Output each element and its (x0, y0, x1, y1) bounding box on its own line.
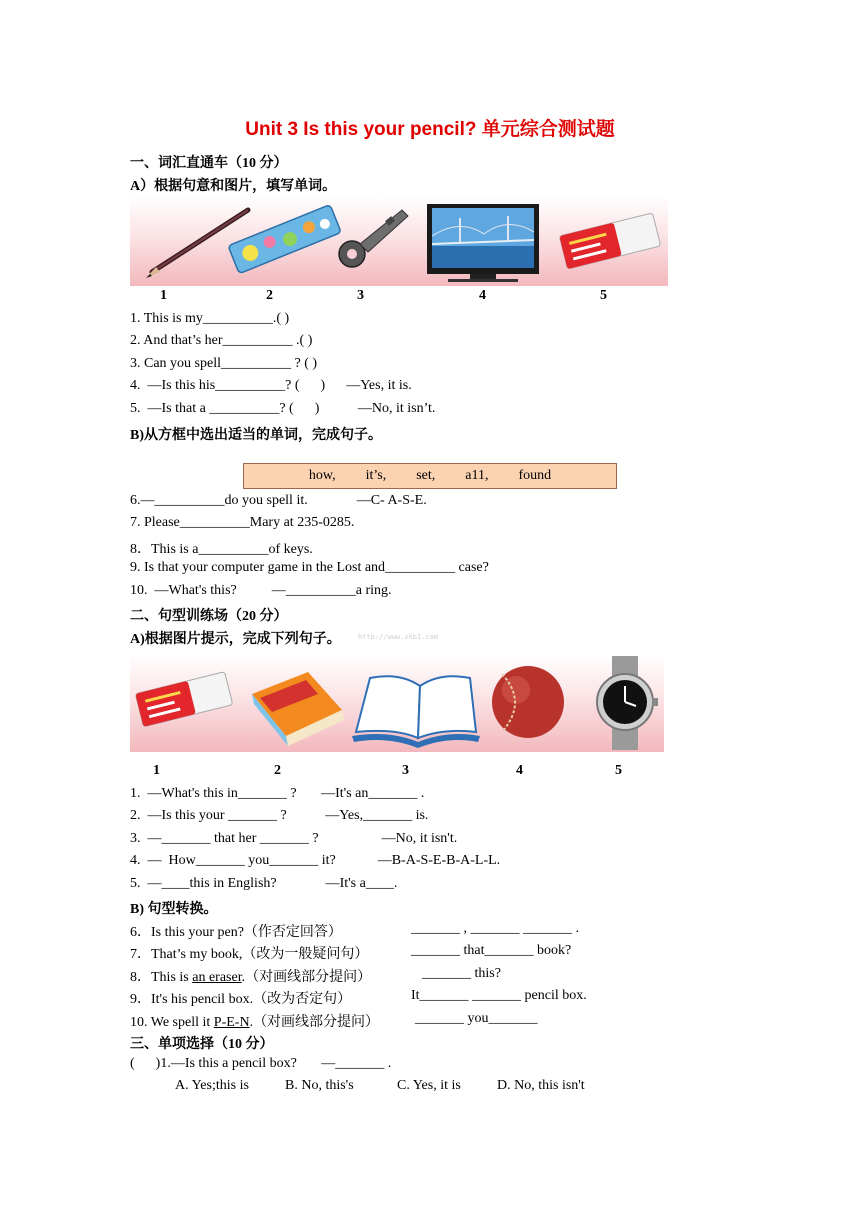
question: 1. —What's this in_______ ? —It's an_______ . (130, 786, 425, 801)
question: 2. And that’s her__________ .( ) (130, 333, 313, 348)
section2-heading: 二、句型训练场（20 分） (130, 609, 288, 624)
answer-blank: It_______ _______ pencil box. (411, 988, 587, 1003)
section2-partA: A)根据图片提示，完成下列句子。 (130, 632, 341, 647)
book-picture (352, 676, 480, 748)
question: 2. —Is this your _______ ? —Yes,_______ is. (130, 808, 429, 823)
option-d: D. No, this isn't (497, 1078, 585, 1093)
question-instruction: .（对画线部分提问） (241, 970, 372, 985)
question: 3. —_______ that her _______ ? —No, it isn't. (130, 831, 458, 846)
question-prefix (130, 966, 371, 986)
answer-blank: _______ that_______ book? (411, 943, 572, 958)
question: 4. — How_______ you_______ it? —B-A-S-E-B-A-L-L. (130, 853, 501, 868)
section3-heading: 三、单项选择（10 分） (130, 1037, 274, 1052)
pencil-box-picture (228, 205, 341, 274)
question-prefix (130, 1011, 379, 1031)
word-box: how, it’s, set, a11, found (243, 463, 617, 489)
question: 10. —What's this? —__________a ring. (130, 583, 392, 598)
question-prefix: 7．That’s my book,（改为一般疑问句） (130, 947, 369, 962)
watermark-text: http://www.xkb1.com (358, 633, 439, 641)
answer-blank: _______ this? (422, 966, 501, 981)
picture-number: 2 (274, 763, 281, 778)
image-strip-1 (130, 196, 668, 286)
page-title: Unit 3 Is this your pencil? 单元综合测试题 (245, 119, 615, 140)
question: 5. —Is that a __________? ( ) —No, it isn’t. (130, 401, 436, 416)
question-instruction: .（对画线部分提问） (249, 1015, 380, 1030)
dictionary-picture (252, 672, 344, 746)
section1-partB: B)从方框中选出适当的单词，完成句子。 (130, 428, 382, 443)
option-a: A. Yes;this is (175, 1078, 249, 1093)
picture-number: 2 (266, 288, 273, 303)
answer-blank: _______ you_______ (415, 1011, 538, 1026)
question: 1. This is my__________.( ) (130, 311, 290, 326)
picture-number: 3 (402, 763, 409, 778)
picture-number: 1 (160, 288, 167, 303)
question: 5. —____this in English? —It's a____. (130, 876, 398, 891)
ball-picture (492, 666, 564, 738)
underlined-phrase: P-E-N (213, 1015, 250, 1030)
tv-picture (427, 204, 539, 282)
question-text: 8．This is (130, 970, 193, 985)
section1-heading: 一、词汇直通车（10 分） (130, 156, 288, 171)
question: 3. Can you spell__________ ? ( ) (130, 356, 318, 371)
picture-number: 4 (479, 288, 486, 303)
vocab-pictures (130, 196, 668, 286)
picture-number: 3 (357, 288, 364, 303)
picture-number: 1 (153, 763, 160, 778)
sentence-pictures (130, 654, 664, 752)
question: 7. Please__________Mary at 235-0285. (130, 515, 355, 530)
picture-number: 5 (600, 288, 607, 303)
image-strip-2 (130, 654, 664, 752)
picture-number: 4 (516, 763, 523, 778)
watch-picture (597, 656, 658, 750)
question: 9. Is that your computer game in the Lost and__________ case? (130, 560, 489, 575)
section2-partB: B) 句型转换。 (130, 902, 218, 917)
option-b: B. No, this's (285, 1078, 354, 1093)
question-prefix: 9．It's his pencil box.（改为否定句） (130, 992, 352, 1007)
question-prefix: 6．Is this your pen?（作否定回答） (130, 925, 342, 940)
question: 6.—__________do you spell it. —C- A-S-E. (130, 493, 427, 508)
section1-partA: A）根据句意和图片，填写单词。 (130, 179, 337, 194)
answer-blank: _______ , _______ _______ . (411, 921, 579, 936)
option-c: C. Yes, it is (397, 1078, 461, 1093)
eraser-picture (135, 672, 232, 727)
question: 8．This is a__________of keys. (130, 542, 313, 557)
eraser-picture (559, 213, 660, 269)
question: ( )1.—Is this a pencil box? —_______ . (130, 1056, 392, 1071)
picture-number: 5 (615, 763, 622, 778)
underlined-phrase: an eraser (192, 970, 242, 985)
question: 4. —Is this his__________? ( ) —Yes, it is. (130, 378, 412, 393)
key-picture (339, 210, 408, 267)
question-text: 10. We spell it (130, 1015, 214, 1030)
